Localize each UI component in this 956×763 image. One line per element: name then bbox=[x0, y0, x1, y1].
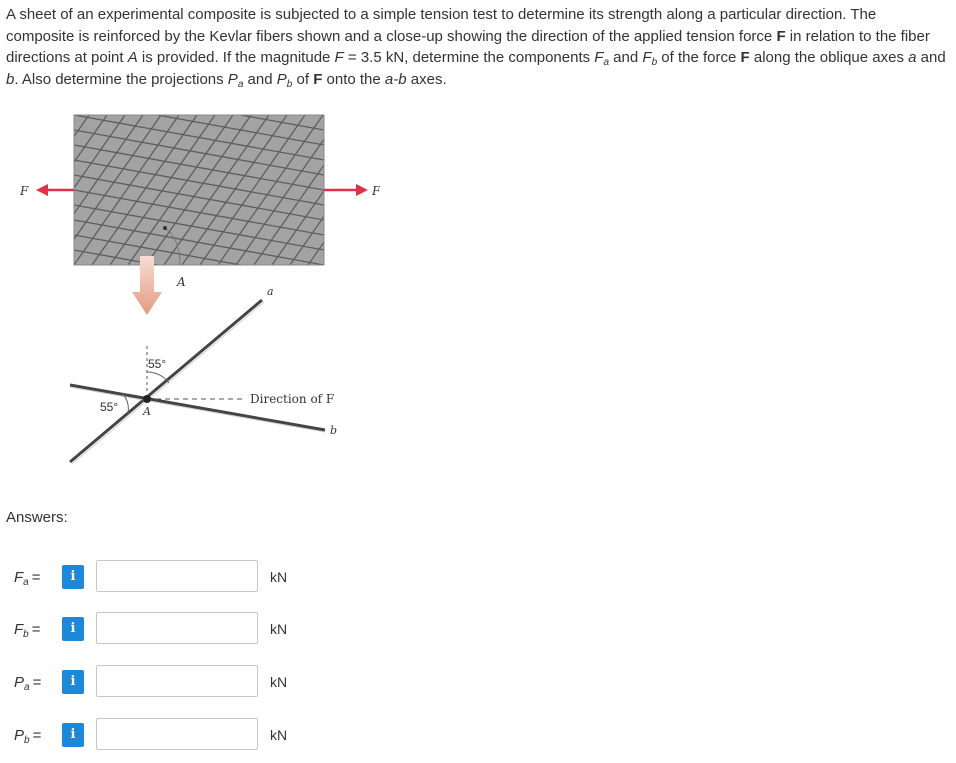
fb-answer-label: $F_b$ = bbox=[14, 621, 41, 640]
arrowhead-right bbox=[356, 184, 368, 196]
problem-statement bbox=[6, 4, 946, 90]
axis-b-label: b bbox=[330, 424, 338, 437]
info-icon[interactable]: i bbox=[62, 670, 84, 694]
answer-row-pa bbox=[0, 665, 320, 699]
problem-text: in relation to the fiber directions at point bbox=[6, 27, 930, 66]
pa-input[interactable] bbox=[96, 665, 258, 697]
point-symbol: A bbox=[127, 49, 138, 66]
unit-label: kN bbox=[270, 674, 288, 690]
info-icon[interactable]: i bbox=[62, 617, 84, 641]
pb-answer-label: $P_b$ = bbox=[14, 727, 42, 746]
force-symbol: F bbox=[740, 49, 750, 66]
problem-text: . Also determine the projections bbox=[14, 70, 228, 88]
problem-text: and bbox=[609, 49, 643, 66]
force-symbol: F bbox=[313, 70, 323, 88]
pa-subscript: a bbox=[237, 78, 244, 90]
problem-text: = 3.5 kN, determine the components bbox=[343, 49, 595, 66]
force-label-left: F bbox=[20, 184, 29, 198]
pa-symbol: P bbox=[227, 70, 238, 88]
problem-text: is provided. If the magnitude bbox=[137, 49, 335, 66]
figure-svg bbox=[0, 100, 380, 480]
answer-row-fb bbox=[0, 612, 320, 646]
fb-symbol: F bbox=[642, 49, 652, 66]
problem-text: of the force bbox=[657, 49, 741, 66]
axis-a-symbol: a bbox=[908, 49, 917, 66]
pb-input[interactable] bbox=[96, 718, 258, 750]
angle-label-top: 55° bbox=[148, 357, 167, 371]
pb-subscript: b bbox=[286, 78, 293, 90]
pa-answer-label: $P_a$ = bbox=[14, 674, 42, 693]
force-symbol: F bbox=[776, 27, 786, 45]
fa-symbol: F bbox=[594, 49, 604, 66]
problem-text: onto the bbox=[322, 70, 385, 88]
unit-label: kN bbox=[270, 569, 288, 585]
axis-b-symbol: b bbox=[6, 70, 15, 88]
problem-text: A sheet of an experimental composite is subjected to a simple tension test to determine its strength along a particular direction. The composite is reinforced by the Kevlar fibers shown and a close-up showing the direction of the applied tension force bbox=[6, 6, 877, 45]
unit-label: kN bbox=[270, 621, 288, 637]
arrowhead-left bbox=[36, 184, 48, 196]
fb-subscript: b bbox=[651, 57, 658, 68]
fa-input[interactable] bbox=[96, 560, 258, 592]
angle-label-left: 55° bbox=[100, 400, 119, 414]
fa-subscript: a bbox=[603, 57, 610, 68]
unit-label: kN bbox=[270, 727, 288, 743]
info-icon[interactable]: i bbox=[62, 723, 84, 747]
info-icon[interactable]: i bbox=[62, 565, 84, 589]
force-label-right: F bbox=[372, 184, 380, 198]
problem-text: axes. bbox=[406, 70, 447, 88]
fa-answer-label: $F_a$ = bbox=[14, 569, 41, 588]
fb-input[interactable] bbox=[96, 612, 258, 644]
fiber-axis-a bbox=[70, 300, 262, 462]
point-a-label-closeup: A bbox=[143, 405, 151, 418]
force-magnitude-symbol: F bbox=[334, 49, 344, 66]
answer-row-pb bbox=[0, 718, 320, 752]
answers-label: Answers: bbox=[6, 509, 68, 526]
point-a-label-top: A bbox=[177, 275, 186, 289]
direction-of-f-label: Direction of F bbox=[250, 392, 335, 406]
problem-text: of bbox=[292, 70, 314, 88]
axis-a-label: a bbox=[267, 285, 274, 298]
point-a-marker bbox=[163, 226, 167, 230]
problem-text: and bbox=[916, 49, 946, 66]
composite-figure bbox=[0, 100, 380, 480]
problem-text: and bbox=[243, 70, 277, 88]
ab-axes-symbol: a-b bbox=[384, 70, 407, 88]
point-a-closeup bbox=[143, 395, 151, 403]
pb-symbol: P bbox=[276, 70, 287, 88]
answer-row-fa bbox=[0, 560, 320, 594]
problem-text: along the oblique axes bbox=[749, 49, 909, 66]
